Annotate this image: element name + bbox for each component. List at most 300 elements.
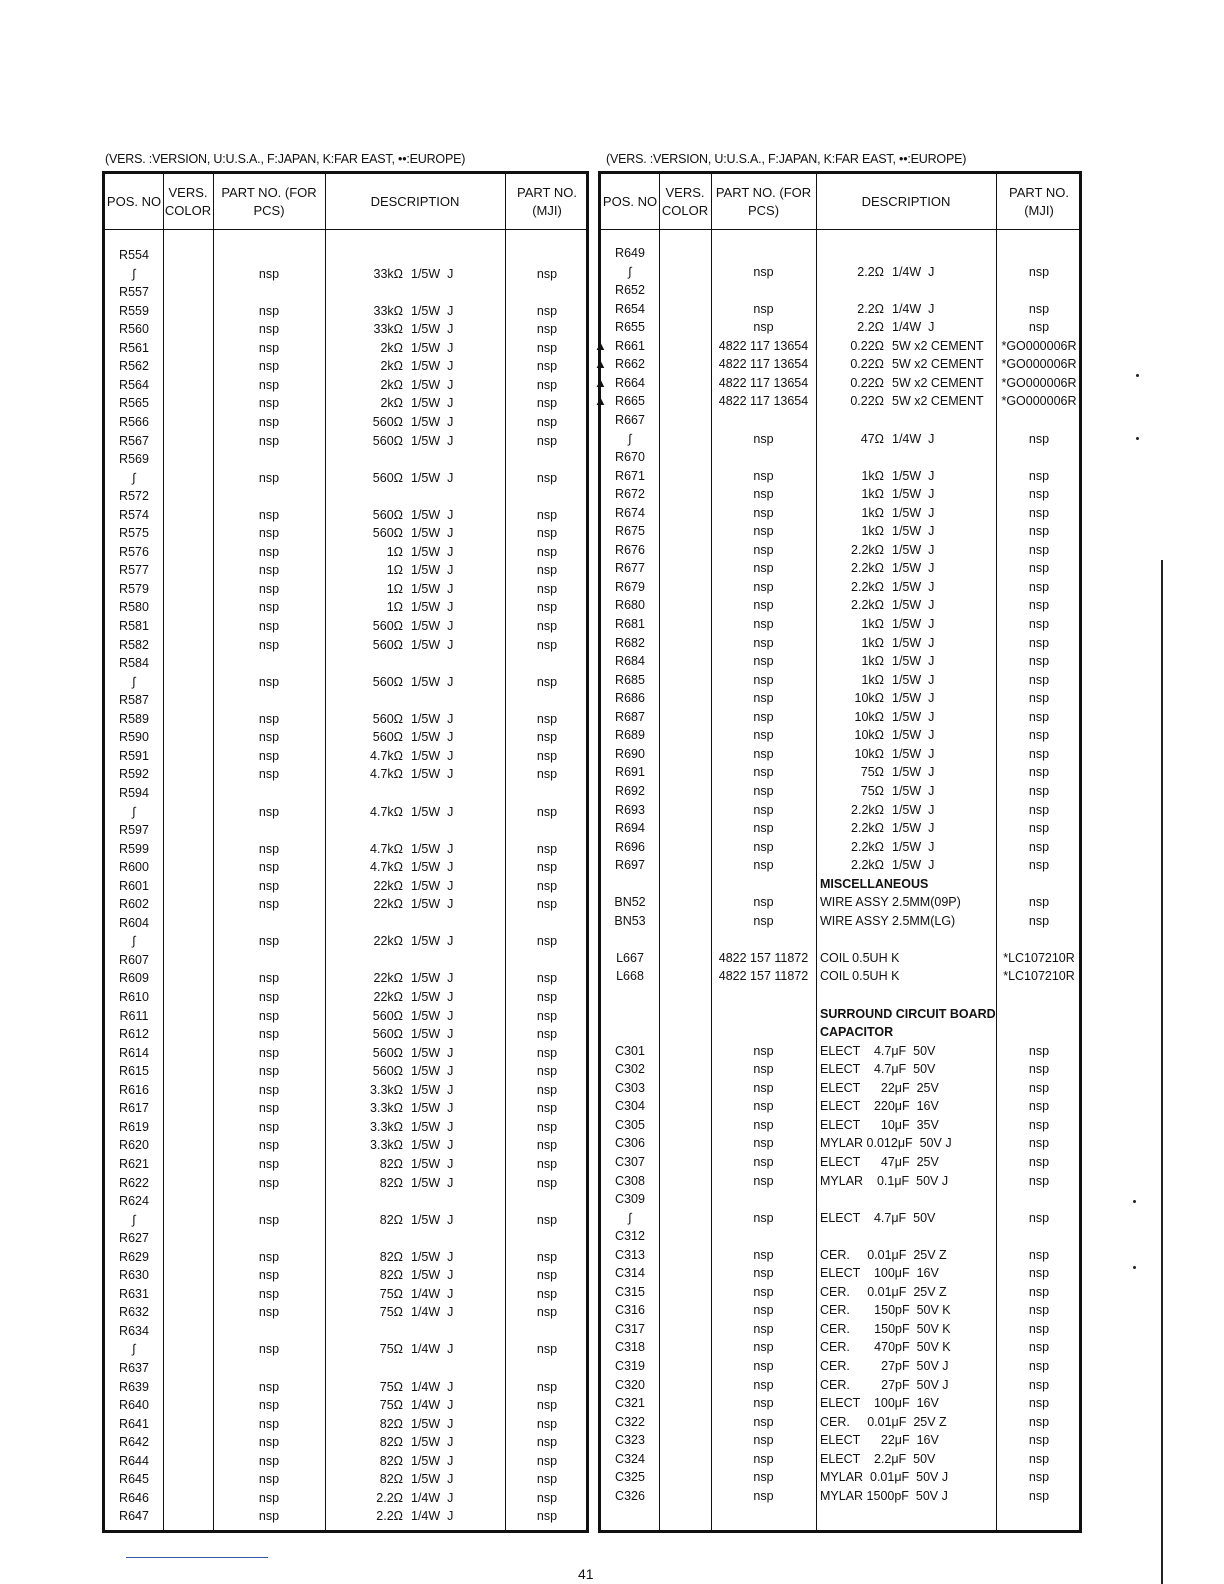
rating: 1/5W J: [892, 728, 935, 743]
table-row: [105, 265, 586, 284]
part-no-pcs: nsp: [753, 1303, 774, 1318]
part-no-pcs: nsp: [753, 821, 774, 836]
value: 22kΩ: [373, 878, 403, 893]
pos-no: ∫: [132, 1342, 136, 1357]
part-no-mji: nsp: [1028, 561, 1050, 576]
part-no-pcs: nsp: [753, 301, 774, 316]
part-no-pcs: [711, 448, 816, 467]
part-no-pcs: [213, 450, 325, 469]
scan-mark: [1133, 1266, 1136, 1269]
pos-no: R641: [119, 1416, 149, 1431]
description: [329, 914, 505, 933]
value: 560Ω: [372, 414, 403, 429]
table-row: [105, 1433, 586, 1452]
parts-table-left: [102, 171, 589, 1533]
part-no-pcs: [213, 487, 325, 506]
table-row: [601, 801, 1079, 820]
description: [329, 265, 505, 284]
pos-no: R574: [119, 507, 149, 522]
table-row: [105, 728, 586, 747]
table-row: [105, 673, 586, 692]
part-no-pcs: 4822 117 13654: [718, 394, 809, 409]
table-row: [601, 1153, 1079, 1172]
table-row: [601, 689, 1079, 708]
part-no-pcs: nsp: [258, 1416, 280, 1431]
table-row: [105, 1378, 586, 1397]
part-no-pcs: nsp: [753, 1062, 774, 1077]
part-no-pcs: nsp: [258, 359, 280, 374]
part-no-mji: nsp: [536, 322, 558, 337]
table-row: [105, 1452, 586, 1471]
table-row: [105, 654, 586, 673]
pos-no: R604: [119, 915, 149, 930]
part-no-pcs: nsp: [753, 1099, 774, 1114]
table-row: [105, 895, 586, 914]
description: [820, 838, 996, 857]
pos-no: R621: [119, 1156, 149, 1171]
pos-no: R681: [615, 617, 645, 631]
value: 75Ω: [379, 1398, 403, 1413]
rating: 1/5W J: [892, 542, 935, 557]
value: 2.2kΩ: [851, 821, 884, 836]
value: 3.3kΩ: [370, 1082, 403, 1097]
table-row: [105, 432, 586, 451]
rating: 1/4W J: [892, 320, 935, 335]
description: [329, 877, 505, 896]
part-no-mji: [505, 654, 589, 673]
value: 560Ω: [372, 619, 403, 633]
pos-no: C308: [615, 1173, 645, 1188]
description: [329, 1136, 505, 1155]
header-description: DESCRIPTION: [861, 193, 951, 209]
pos-no: C322: [615, 1414, 645, 1429]
table-row: [105, 617, 586, 636]
value: 82Ω: [379, 1435, 403, 1450]
table-row: [105, 1266, 586, 1285]
rating: 1/4W J: [411, 1342, 454, 1357]
rating: 1/5W J: [411, 990, 454, 1004]
pos-no: R697: [615, 858, 645, 873]
rating: 1/5W J: [411, 711, 454, 726]
table-row: [105, 580, 586, 599]
part-no-pcs: nsp: [258, 470, 280, 485]
description: [329, 580, 505, 599]
part-no-pcs: [711, 281, 816, 300]
description: [820, 337, 996, 356]
part-no-mji: nsp: [1028, 1414, 1050, 1429]
part-no-pcs: nsp: [258, 1472, 280, 1487]
pos-no: R620: [119, 1138, 149, 1153]
part-no-mji: nsp: [536, 1342, 558, 1357]
part-no-pcs: nsp: [753, 654, 774, 669]
table-row: [601, 1450, 1079, 1469]
part-no-mji: [996, 411, 1082, 430]
part-no-mji: nsp: [1028, 1117, 1050, 1132]
description: [329, 506, 505, 525]
description: [820, 485, 996, 504]
rating: 5W x2 CEMENT: [892, 357, 984, 372]
part-no-pcs: [213, 1192, 325, 1211]
part-no-mji: nsp: [536, 1268, 558, 1283]
part-no-mji: nsp: [1028, 1284, 1050, 1299]
description: ELECT 4.7μF 50V: [820, 1062, 936, 1077]
pos-no: R589: [119, 711, 149, 726]
value: 2.2Ω: [376, 1509, 403, 1524]
part-no-pcs: nsp: [258, 266, 280, 281]
part-no-mji: nsp: [536, 804, 558, 819]
page-number: 41: [578, 1566, 594, 1582]
value: 1kΩ: [861, 487, 884, 502]
table-row: [105, 1489, 586, 1508]
description: [329, 1044, 505, 1063]
rating: 1/5W J: [411, 971, 454, 986]
table-row: [105, 1340, 586, 1359]
value: 0.22Ω: [850, 357, 884, 372]
table-row: [105, 821, 586, 840]
part-no-mji: nsp: [536, 581, 558, 596]
part-no-mji: nsp: [536, 897, 558, 912]
table-row: [601, 263, 1079, 282]
part-no-mji: nsp: [1028, 1080, 1050, 1095]
table-row: [594, 374, 1079, 393]
rating: 1/5W J: [411, 767, 454, 782]
table-row: [601, 1468, 1079, 1487]
part-no-pcs: 4822 157 11872: [718, 969, 809, 984]
part-no-mji: nsp: [536, 544, 558, 559]
table-row: [105, 302, 586, 321]
description: [329, 636, 505, 655]
rating: 1/5W J: [411, 1064, 454, 1079]
rating: 1/4W J: [892, 301, 935, 316]
pos-no: C319: [615, 1359, 645, 1373]
part-no-mji: nsp: [1028, 468, 1050, 483]
rating: 1/4W J: [411, 1286, 454, 1301]
table-row: [601, 430, 1079, 449]
description: ELECT 22μF 16V: [820, 1433, 939, 1448]
table-row: [601, 1283, 1079, 1302]
value: 1kΩ: [861, 524, 884, 539]
version-legend-right: (VERS. :VERSION, U:U.S.A., F:JAPAN, K:FAR EAST, ••:EUROPE): [606, 152, 967, 166]
pos-no: R680: [615, 598, 645, 613]
description: CER. 150pF 50V K: [820, 1321, 951, 1336]
pos-no: R602: [119, 897, 149, 912]
value: 2.2Ω: [376, 1490, 403, 1505]
rating: 1/5W J: [411, 1435, 454, 1450]
part-no-pcs: nsp: [753, 672, 774, 687]
value: 2.2kΩ: [851, 802, 884, 817]
table-row: [105, 858, 586, 877]
description: [820, 782, 996, 801]
part-no-mji: nsp: [536, 748, 558, 763]
description: [820, 559, 996, 578]
part-no-pcs: [213, 246, 325, 265]
part-no-mji: nsp: [536, 637, 558, 652]
pos-no: R617: [119, 1101, 149, 1116]
pos-no: R640: [119, 1398, 149, 1413]
pos-no: R601: [119, 878, 149, 893]
value: 2kΩ: [380, 359, 403, 374]
value: 2.2kΩ: [851, 598, 884, 613]
pos-no: C304: [615, 1099, 645, 1114]
description: COIL 0.5UH K: [820, 950, 900, 965]
description: ELECT 2.2μF 50V: [820, 1451, 936, 1466]
description: [820, 263, 996, 282]
value: 560Ω: [372, 1045, 403, 1060]
description: [820, 430, 996, 449]
description: MISCELLANEOUS: [820, 876, 929, 891]
part-no-mji: [996, 281, 1082, 300]
part-no-pcs: nsp: [753, 1136, 774, 1151]
description: [329, 1303, 505, 1322]
part-no-pcs: nsp: [753, 542, 774, 557]
value: 560Ω: [372, 470, 403, 485]
table-row: [601, 1431, 1079, 1450]
value: 10kΩ: [854, 728, 884, 743]
part-no-mji: nsp: [1028, 728, 1050, 743]
description: WIRE ASSY 2.5MM(LG): [820, 913, 956, 928]
table-row: [105, 636, 586, 655]
part-no-pcs: nsp: [753, 783, 774, 798]
pos-no: R562: [119, 359, 149, 374]
table-row: [601, 745, 1079, 764]
part-no-pcs: nsp: [258, 841, 280, 856]
pos-no: [601, 1005, 659, 1024]
part-no-pcs: nsp: [258, 1509, 280, 1524]
part-no-pcs: nsp: [258, 860, 280, 875]
description: [329, 543, 505, 562]
value: 2.2kΩ: [851, 858, 884, 873]
rating: 1/5W J: [411, 544, 454, 559]
part-no-mji: nsp: [536, 971, 558, 986]
table-row: [105, 784, 586, 803]
description: [329, 1229, 505, 1248]
value: 560Ω: [372, 526, 403, 541]
table-row: [105, 1211, 586, 1230]
part-no-mji: nsp: [536, 1490, 558, 1505]
table-row: [601, 1246, 1079, 1265]
part-no-mji: nsp: [536, 1472, 558, 1487]
value: 75Ω: [379, 1379, 403, 1394]
part-no-pcs: nsp: [753, 264, 774, 279]
table-row: [105, 357, 586, 376]
pos-no: R576: [119, 544, 149, 559]
description: [820, 634, 996, 653]
table-row: [105, 1136, 586, 1155]
rating: 1/4W J: [892, 431, 935, 446]
table-row: [594, 355, 1079, 374]
part-no-mji: [505, 951, 589, 970]
part-no-mji: [505, 691, 589, 710]
description: [329, 728, 505, 747]
description: CER. 470pF 50V K: [820, 1340, 951, 1355]
pos-no: R677: [615, 561, 645, 576]
rating: 1/5W J: [411, 1027, 454, 1042]
description: [329, 1099, 505, 1118]
part-no-mji: *LC107210R: [1003, 969, 1075, 984]
description: CER. 0.01μF 25V Z: [820, 1284, 947, 1299]
part-no-mji: nsp: [536, 1138, 558, 1153]
description: [329, 765, 505, 784]
table-row: [601, 1079, 1079, 1098]
pos-no: R610: [119, 990, 149, 1004]
rating: 1/5W J: [411, 507, 454, 522]
description: [329, 432, 505, 451]
pos-no: R685: [615, 672, 645, 687]
part-no-pcs: nsp: [258, 674, 280, 689]
value: 82Ω: [379, 1156, 403, 1171]
parts-table-right: [594, 171, 1082, 1533]
part-no-pcs: nsp: [753, 1080, 774, 1095]
part-no-mji: nsp: [536, 433, 558, 448]
part-no-mji: nsp: [536, 1101, 558, 1116]
part-no-pcs: nsp: [753, 728, 774, 743]
description: ELECT 100μF 16V: [820, 1396, 939, 1411]
part-no-pcs: nsp: [753, 487, 774, 502]
part-no-mji: nsp: [536, 507, 558, 522]
description: [329, 1118, 505, 1137]
table-row: [105, 1285, 586, 1304]
description: [820, 281, 996, 300]
part-no-pcs: nsp: [753, 1470, 774, 1485]
description: [820, 689, 996, 708]
pos-no: R612: [119, 1027, 149, 1042]
table-row: [601, 1005, 1079, 1024]
part-no-mji: nsp: [536, 767, 558, 782]
part-no-mji: nsp: [536, 340, 558, 355]
part-no-pcs: nsp: [258, 1379, 280, 1394]
value: 1kΩ: [861, 672, 884, 687]
part-no-pcs: nsp: [753, 524, 774, 539]
value: 82Ω: [379, 1472, 403, 1487]
table-row: [105, 1044, 586, 1063]
part-no-pcs: [213, 1229, 325, 1248]
value: 4.7kΩ: [370, 860, 403, 875]
part-no-mji: nsp: [536, 303, 558, 318]
rating: 1/5W J: [892, 635, 935, 650]
pos-no: R693: [615, 802, 645, 817]
description: MYLAR 0.1μF 50V J: [820, 1173, 949, 1188]
description: [329, 339, 505, 358]
pos-no: C317: [615, 1321, 645, 1336]
description: [329, 617, 505, 636]
value: 1kΩ: [861, 654, 884, 669]
pos-no: R580: [119, 600, 149, 615]
rating: 1/4W J: [411, 1398, 454, 1413]
table-row: [601, 986, 1079, 1005]
table-row: [601, 912, 1079, 931]
part-no-mji: [996, 1023, 1082, 1042]
table-row: [601, 1060, 1079, 1079]
table-row: [601, 615, 1079, 634]
description: [329, 1285, 505, 1304]
part-no-pcs: nsp: [753, 1173, 774, 1188]
table-row: [105, 1507, 586, 1526]
value: 4.7kΩ: [370, 767, 403, 782]
header-vers-color: VERS. COLOR: [164, 184, 212, 218]
part-no-mji: nsp: [1028, 1247, 1050, 1262]
part-no-mji: nsp: [1028, 505, 1050, 520]
table-row: [105, 1470, 586, 1489]
rating: 1/5W J: [411, 563, 454, 578]
part-no-pcs: nsp: [753, 746, 774, 761]
part-no-mji: nsp: [536, 934, 558, 949]
part-no-pcs: [213, 1359, 325, 1378]
pos-no: R654: [615, 301, 645, 316]
part-no-pcs: nsp: [258, 1027, 280, 1042]
description: [329, 673, 505, 692]
table-row: [105, 988, 586, 1007]
part-no-mji: nsp: [1028, 1266, 1050, 1281]
table-row: [105, 376, 586, 395]
part-no-pcs: nsp: [753, 320, 774, 335]
part-no-pcs: nsp: [753, 1117, 774, 1132]
part-no-pcs: nsp: [258, 322, 280, 337]
rating: 1/5W J: [892, 709, 935, 724]
part-no-mji: nsp: [1028, 858, 1050, 873]
value: 2kΩ: [380, 396, 403, 411]
pos-no: R671: [615, 468, 645, 483]
table-row: [601, 1134, 1079, 1153]
part-no-pcs: [711, 1023, 816, 1042]
part-no-mji: nsp: [1028, 821, 1050, 836]
part-no-pcs: nsp: [258, 507, 280, 522]
value: 22kΩ: [373, 897, 403, 912]
rating: 1/4W J: [411, 1379, 454, 1394]
part-no-mji: nsp: [536, 1027, 558, 1042]
pos-no: R690: [615, 746, 645, 761]
table-row: [601, 244, 1079, 263]
description: [820, 671, 996, 690]
part-no-mji: [505, 1322, 589, 1341]
part-no-pcs: [213, 1322, 325, 1341]
value: 2kΩ: [380, 340, 403, 355]
description: [329, 487, 505, 506]
part-no-mji: [996, 875, 1082, 894]
description: [329, 1378, 505, 1397]
description: [820, 467, 996, 486]
pos-no: L668: [616, 969, 644, 984]
part-no-pcs: nsp: [258, 637, 280, 652]
pos-no: BN53: [614, 913, 646, 928]
part-no-mji: nsp: [536, 563, 558, 578]
header-description: DESCRIPTION: [370, 193, 460, 209]
part-no-pcs: nsp: [258, 581, 280, 596]
pos-no: R682: [615, 635, 645, 650]
part-no-pcs: nsp: [753, 1340, 774, 1355]
part-no-mji: nsp: [536, 1379, 558, 1394]
part-no-mji: nsp: [1028, 1340, 1050, 1355]
page-edge-line: [1161, 560, 1163, 1584]
part-no-pcs: nsp: [258, 1008, 280, 1023]
part-no-pcs: nsp: [258, 340, 280, 355]
value: 0.22Ω: [850, 375, 884, 390]
part-no-mji: *GO000006R: [1001, 357, 1077, 372]
table-row: [601, 596, 1079, 615]
header-vers-color: VERS. COLOR: [661, 184, 709, 218]
part-no-pcs: nsp: [753, 635, 774, 650]
part-no-pcs: nsp: [753, 468, 774, 483]
part-no-mji: [505, 784, 589, 803]
rating: 1/5W J: [411, 359, 454, 374]
value: 560Ω: [372, 711, 403, 726]
value: 1kΩ: [861, 505, 884, 520]
table-row: [601, 1097, 1079, 1116]
pos-no: R627: [119, 1231, 149, 1246]
part-no-pcs: nsp: [258, 934, 280, 949]
description: [820, 374, 996, 393]
description: [820, 244, 996, 263]
part-no-mji: nsp: [1028, 579, 1050, 594]
